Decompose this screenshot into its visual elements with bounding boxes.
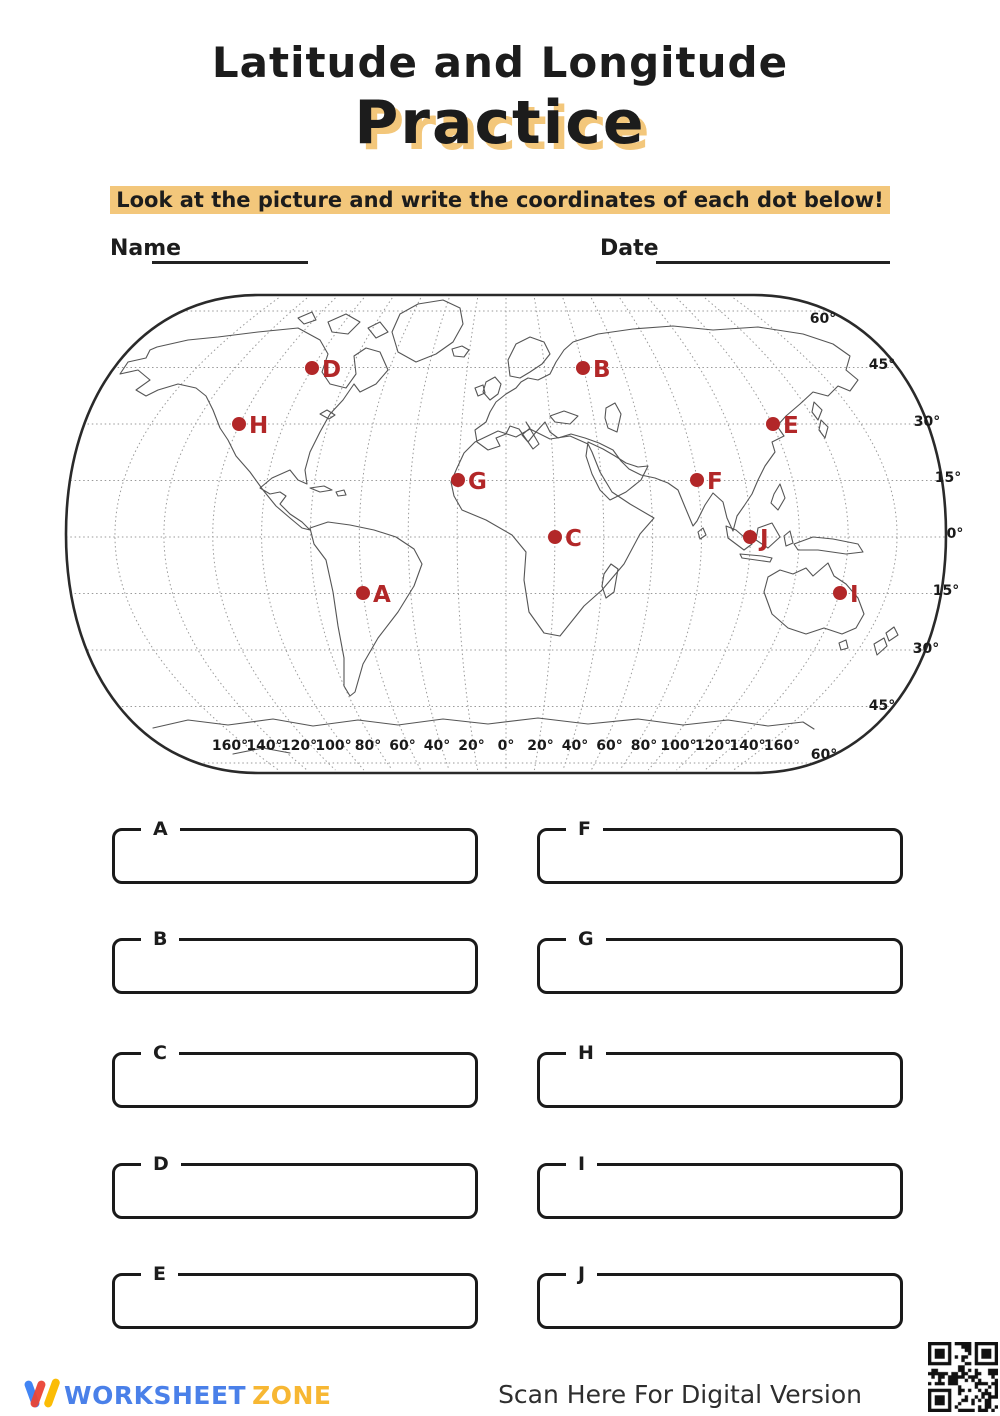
answer-box-i[interactable]: [537, 1153, 903, 1219]
answer-box-j[interactable]: [537, 1263, 903, 1329]
svg-text:15°: 15°: [932, 583, 960, 599]
answer-box-letter: E: [141, 1263, 178, 1285]
date-input-line[interactable]: [656, 234, 890, 264]
svg-text:A: A: [373, 582, 391, 608]
brand-word-worksheet: WORKSHEET: [64, 1381, 247, 1410]
svg-text:20°: 20°: [458, 738, 485, 754]
scan-here-text: Scan Here For Digital Version: [498, 1380, 862, 1409]
svg-text:G: G: [468, 469, 487, 495]
graticule-lines: [66, 298, 946, 770]
svg-text:C: C: [565, 526, 582, 552]
svg-text:0°: 0°: [946, 526, 964, 542]
svg-text:100°: 100°: [315, 738, 352, 754]
svg-text:40°: 40°: [561, 738, 589, 754]
answer-box-letter: H: [566, 1042, 606, 1064]
page-title: Latitude and Longitude: [211, 38, 789, 87]
svg-text:40°: 40°: [423, 738, 451, 754]
answer-box-c[interactable]: [112, 1042, 478, 1108]
svg-text:80°: 80°: [630, 738, 658, 754]
svg-text:F: F: [707, 469, 723, 495]
svg-text:I: I: [850, 582, 859, 608]
answer-box-letter: C: [141, 1042, 179, 1064]
answer-box-letter: D: [141, 1153, 181, 1175]
answer-box-letter: I: [566, 1153, 597, 1175]
qr-code: [928, 1342, 998, 1412]
svg-text:120°: 120°: [280, 738, 318, 754]
answer-box-letter: B: [141, 928, 179, 950]
svg-text:15°: 15°: [934, 470, 962, 486]
svg-text:160°: 160°: [763, 738, 801, 754]
answer-box-letter: A: [141, 818, 180, 840]
svg-text:45°: 45°: [868, 357, 896, 373]
svg-text:140°: 140°: [246, 738, 283, 754]
answer-box-h[interactable]: [537, 1042, 903, 1108]
answer-box-e[interactable]: [112, 1263, 478, 1329]
date-label: Date: [600, 236, 659, 261]
svg-text:60°: 60°: [810, 747, 838, 763]
answer-box-letter: G: [566, 928, 606, 950]
answer-box-a[interactable]: [112, 818, 478, 884]
world-map-svg: [58, 292, 970, 782]
map-dot-h: [232, 413, 268, 439]
coordinate-dots: [232, 357, 859, 608]
svg-text:30°: 30°: [913, 414, 941, 430]
svg-text:60°: 60°: [389, 738, 416, 754]
name-input-line[interactable]: [152, 234, 308, 264]
answer-box-d[interactable]: [112, 1153, 478, 1219]
continent-outlines: [120, 300, 898, 754]
name-date-row: [0, 234, 1000, 268]
svg-text:D: D: [322, 357, 342, 383]
answer-box-f[interactable]: [537, 818, 903, 884]
svg-text:20°: 20°: [527, 738, 554, 754]
map-dot-g: [451, 469, 487, 495]
svg-text:E: E: [783, 413, 799, 439]
map-dot-d: [305, 357, 341, 383]
svg-text:H: H: [249, 413, 269, 439]
map-dot-c: [548, 526, 582, 552]
world-map-figure: [58, 292, 970, 782]
svg-text:80°: 80°: [354, 738, 382, 754]
name-label: Name: [110, 236, 182, 261]
svg-text:0°: 0°: [497, 738, 515, 754]
answer-box-g[interactable]: [537, 928, 903, 994]
svg-text:140°: 140°: [729, 738, 766, 754]
answer-box-letter: F: [566, 818, 603, 840]
map-dot-f: [690, 469, 723, 495]
answer-box-b[interactable]: [112, 928, 478, 994]
page-subtitle: Practice: [354, 88, 646, 158]
map-dot-i: [833, 582, 859, 608]
svg-text:160°: 160°: [211, 738, 249, 754]
svg-text:B: B: [593, 357, 611, 383]
svg-text:30°: 30°: [912, 641, 940, 657]
answer-box-letter: J: [566, 1263, 597, 1285]
svg-text:60°: 60°: [809, 311, 837, 327]
longitude-axis-labels: [212, 738, 800, 754]
map-dot-a: [356, 582, 391, 608]
svg-text:J: J: [760, 526, 769, 552]
map-dot-e: [766, 413, 799, 439]
svg-text:60°: 60°: [596, 738, 623, 754]
svg-text:120°: 120°: [694, 738, 732, 754]
instruction-banner: Look at the picture and write the coordinates of each dot below!: [110, 186, 890, 214]
brand-word-zone: ZONE: [252, 1381, 332, 1410]
svg-text:45°: 45°: [868, 698, 896, 714]
svg-text:100°: 100°: [660, 738, 697, 754]
map-boundary: [66, 295, 946, 773]
